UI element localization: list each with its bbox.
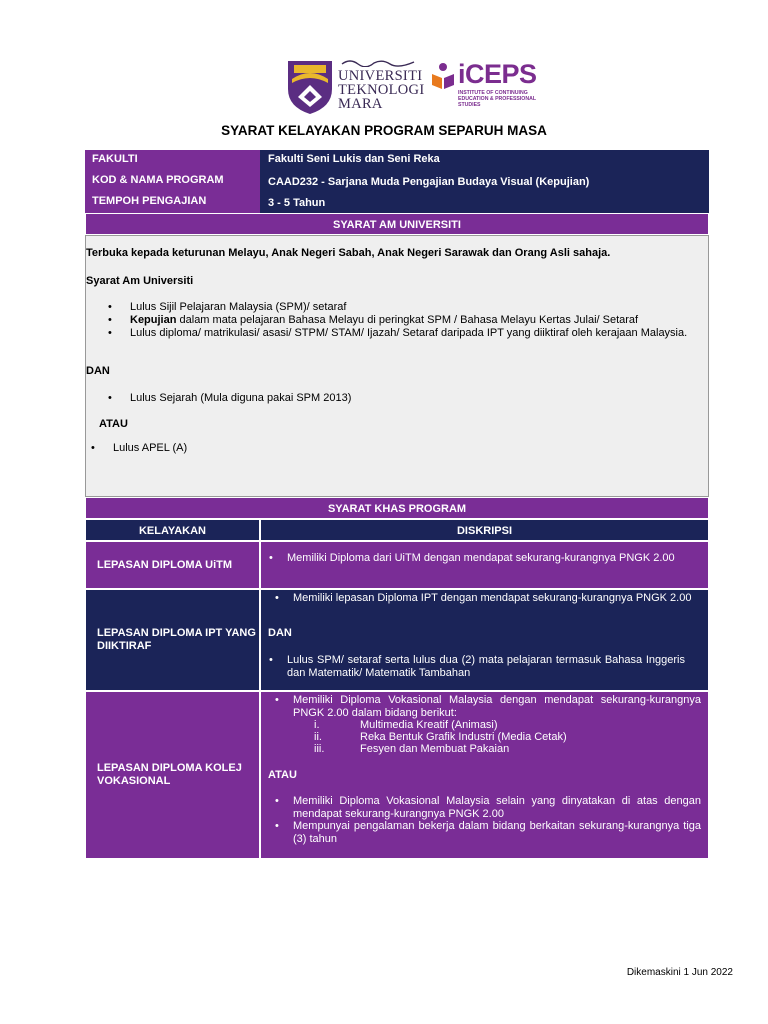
roman-item: i. Multimedia Kreatif (Animasi) [314, 719, 498, 731]
fakulti-value: Fakulti Seni Lukis dan Seni Reka [260, 150, 709, 171]
row-label: LEPASAN DIPLOMA KOLEJ VOKASIONAL [85, 691, 260, 859]
roman-item: iii. Fesyen dan Membuat Pakaian [314, 743, 510, 755]
page-title: SYARAT KELAYAKAN PROGRAM SEPARUH MASA [221, 123, 547, 138]
row-label: LEPASAN DIPLOMA UiTM [85, 541, 260, 589]
list-item: • Lulus diploma/ matrikulasi/ asasi/ STPM/ STAM/ Ijazah/ Setaraf daripada IPT yang diiktiraf oleh kerajaan Malaysia. [108, 327, 698, 340]
row-label: LEPASAN DIPLOMA IPT YANG DIIKTIRAF [85, 589, 260, 691]
syarat-am-list-2 [108, 392, 698, 405]
table-row [85, 691, 709, 859]
roman-item: ii. Reka Bentuk Grafik Industri (Media Cetak) [314, 731, 567, 743]
list-item: • Lulus APEL (A) [91, 442, 681, 455]
row-description [260, 589, 709, 691]
dan-label: DAN [86, 365, 110, 377]
list-item: • Lulus Sijil Pelajaran Malaysia (SPM)/ setaraf [108, 301, 698, 314]
row-description [260, 541, 709, 589]
info-row-program [85, 171, 709, 192]
list-item: • Memiliki Diploma dari UiTM dengan mendapat sekurang-kurangnya PNGK 2.00 [265, 552, 685, 565]
list-item: • Kepujian dalam mata pelajaran Bahasa Melayu di peringkat SPM / Bahasa Melayu Kertas Julai/ Setaraf [108, 314, 698, 327]
row-description [260, 691, 709, 859]
atau-label: ATAU [268, 769, 297, 781]
syarat-khas-header: SYARAT KHAS PROGRAM [85, 497, 709, 519]
syarat-am-header: SYARAT AM UNIVERSITI [85, 213, 709, 235]
iceps-wordmark: iCEPS [458, 59, 537, 89]
list-item: • Mempunyai pengalaman bekerja dalam bidang berkaitan sekurang-kurangnya tiga (3) tahun [271, 820, 701, 845]
list-item: • Lulus Sejarah (Mula diguna pakai SPM 2013) [108, 392, 698, 405]
updated-date: Dikemaskini 1 Jun 2022 [626, 967, 733, 978]
iceps-book-icon [430, 62, 456, 90]
dan-label: DAN [268, 627, 292, 639]
atau-label: ATAU [99, 418, 128, 430]
list-item: • Lulus SPM/ setaraf serta lulus dua (2) mata pelajaran termasuk Bahasa Inggeris dan Matematik/ Matematik Tambahan [265, 654, 685, 679]
table-row [85, 589, 709, 691]
program-value: CAAD232 - Sarjana Muda Pengajian Budaya Visual (Kepujian) [260, 171, 709, 192]
syarat-am-list [108, 301, 698, 340]
syarat-am-intro: Terbuka kepada keturunan Melayu, Anak Negeri Sabah, Anak Negeri Sarawak dan Orang Asli sahaja. [86, 247, 611, 259]
fakulti-label: FAKULTI [85, 150, 260, 171]
column-header-kelayakan: KELAYAKAN [85, 519, 260, 541]
list-item: • Memiliki lepasan Diploma IPT dengan mendapat sekurang-kurangnya PNGK 2.00 [271, 592, 701, 605]
info-row-fakulti [85, 150, 709, 171]
table-row [85, 541, 709, 589]
tempoh-label: TEMPOH PENGAJIAN [85, 192, 260, 213]
list-item: • Memiliki Diploma Vokasional Malaysia dengan mendapat sekurang-kurangnya PNGK 2.00 dalam bidang berikut: [271, 694, 701, 719]
iceps-logo [430, 59, 550, 109]
column-header-diskripsi: DISKRIPSI [260, 519, 709, 541]
syarat-am-list-3 [91, 442, 681, 455]
iceps-subtitle: INSTITUTE OF CONTINUING EDUCATION & PROFESSIONAL STUDIES [458, 90, 536, 108]
syarat-am-section [85, 235, 709, 497]
uitm-wordmark: UNIVERSITI TEKNOLOGI MARA [338, 68, 425, 112]
uitm-crest-icon [286, 59, 334, 115]
jawi-script-logo [340, 57, 416, 67]
program-label: KOD & NAMA PROGRAM [85, 171, 260, 192]
syarat-am-subheading: Syarat Am Universiti [86, 275, 194, 287]
header-logos [286, 55, 556, 117]
tempoh-value: 3 - 5 Tahun [260, 192, 709, 213]
info-row-tempoh [85, 192, 709, 213]
list-item: • Memiliki Diploma Vokasional Malaysia selain yang dinyatakan di atas dengan mendapat sekurang-kurangnya PNGK 2.00 [271, 795, 701, 820]
